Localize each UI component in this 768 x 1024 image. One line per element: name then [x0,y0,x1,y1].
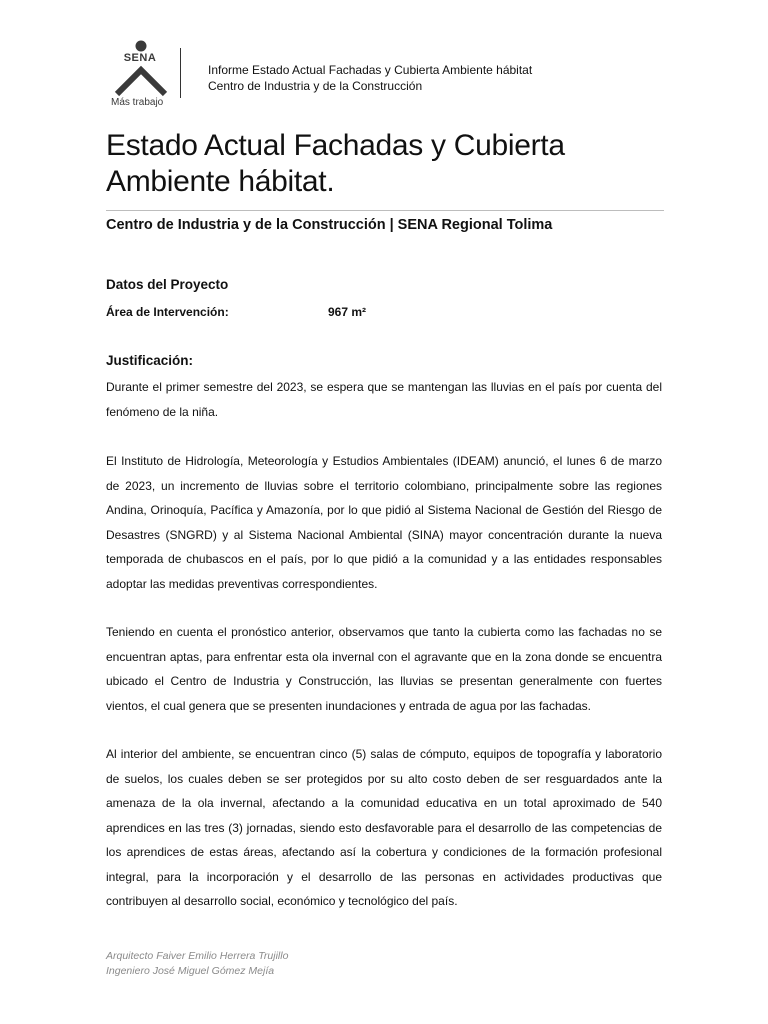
page-footer [106,949,288,979]
document-title: Estado Actual Fachadas y Cubierta Ambiente hábitat. [106,129,565,198]
paragraph-ideam-announcement: El Instituto de Hidrología, Meteorología y Estudios Ambientales (IDEAM) anunció, el lunes 6 de marzo de 2023, un incremento de lluvias sobre el territorio colombiano, principalmente sobre las regiones Andina, Orinoquía, Pacífica y Amazonía, por lo que pidió al Sistema Nacional de Gestión del Riesgo de Desastres (SNGRD) y al Sistema Nacional Ambiental (SINA) mayor concentración durante la nueva temporada de chubascos en el país, por lo que pidió a la comunidad y a las entidades responsables adoptar las medidas preventivas correspondientes. [106,454,662,591]
page-header [108,40,664,112]
logo-wordmark: SENA [123,52,157,64]
title-divider [106,210,664,211]
sena-figure-icon [113,40,169,98]
header-line-center: Centro de Industria y de la Construcción [208,79,423,93]
footer-author-architect: Arquitecto Faiver Emilio Herrera Trujillo [106,950,289,962]
project-data-heading: Datos del Proyecto [106,277,229,292]
footer-author-engineer: Ingeniero José Miguel Gómez Mejía [106,965,275,977]
header-line-report: Informe Estado Actual Fachadas y Cubierta Ambiente hábitat [208,63,533,77]
area-value: 967 m² [328,305,367,319]
document-subtitle: Centro de Industria y de la Construcción | SENA Regional Tolima [106,217,553,233]
paragraph-rain-forecast: Durante el primer semestre del 2023, se espera que se mantengan las lluvias en el país por cuenta del fenómeno de la niña. [106,380,662,419]
justification-heading: Justificación: [106,353,194,368]
header-divider [180,48,181,98]
paragraph-interior-impact: Al interior del ambiente, se encuentran cinco (5) salas de cómputo, equipos de topografía y laboratorio de suelos, los cuales deben se ser protegidos por su alto costo deben de ser resguardados ante la amenaza de la ola invernal, afectando a la comunidad educativa en un total aproximado de 540 aprendices en las tres (3) jornadas, siendo esto desfavorable para el desarrollo de las competencias de los aprendices de estas áreas, afectando así la cobertura y condiciones de la formación profesional integral, para la incorporación y el desarrollo de las personas en actividades productivas que contribuyen al desarrollo social, económico y tecnológico del país. [106,747,662,908]
header-text [208,62,532,94]
paragraph-facade-condition: Teniendo en cuenta el pronóstico anterior, observamos que tanto la cubierta como las fachadas no se encuentran aptas, para enfrentar esta ola invernal con el agravante que en la zona donde se encuentra ubicado el Centro de Industria y Construcción, las lluvias se presentan generalmente con fuertes vientos, el cual genera que se presenten inundaciones y entrada de agua por las fachadas. [106,625,662,713]
sena-logo [108,40,174,112]
logo-tagline: Más trabajo [111,97,164,108]
area-label: Área de Intervención: [106,305,229,319]
